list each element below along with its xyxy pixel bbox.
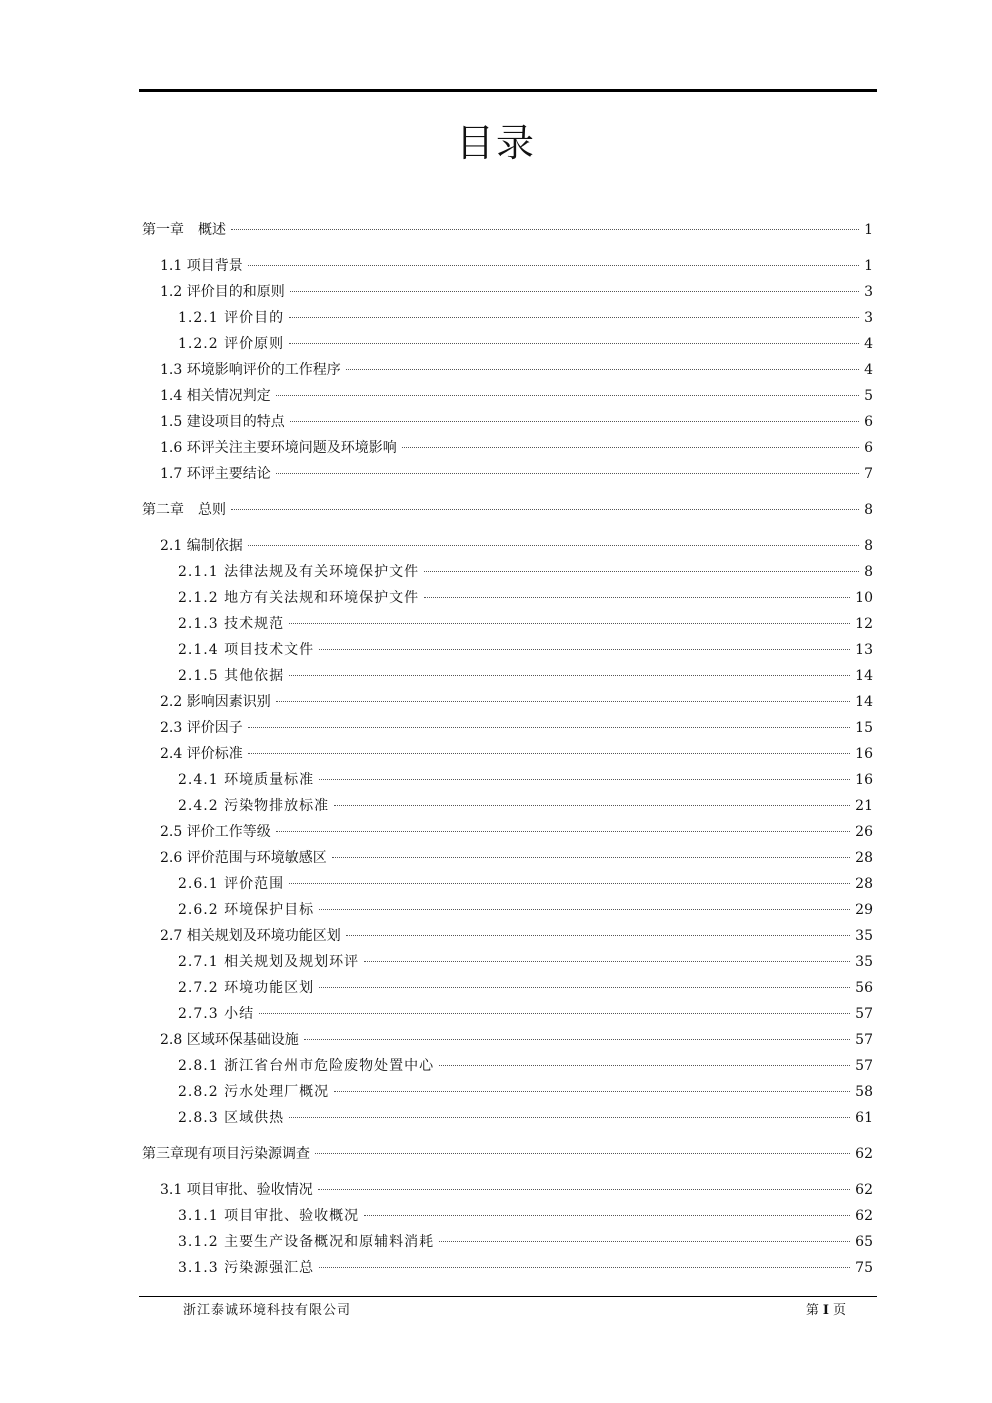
toc-entry[interactable] [160, 464, 873, 484]
toc-dot-leader [439, 1065, 850, 1066]
toc-dot-leader [290, 291, 859, 292]
toc-entry-label: 1.2.1 评价目的 [178, 310, 285, 326]
toc-entry[interactable] [160, 744, 873, 764]
toc-entry-page: 4 [864, 362, 873, 378]
toc-entry-page: 8 [864, 538, 873, 554]
toc-entry[interactable] [160, 360, 873, 380]
toc-entry-label: 2.4.2 污染物排放标准 [178, 798, 330, 814]
toc-entry-page: 16 [855, 772, 873, 788]
toc-dot-leader [319, 779, 850, 780]
toc-dot-leader [231, 509, 859, 510]
toc-entry[interactable] [178, 334, 873, 354]
toc-dot-leader [315, 1153, 850, 1154]
toc-entry[interactable] [160, 822, 873, 842]
toc-entry-page: 57 [855, 1058, 873, 1074]
toc-entry-page: 35 [855, 954, 873, 970]
toc-entry[interactable] [178, 796, 873, 816]
toc-dot-leader [304, 1039, 850, 1040]
toc-entry-label: 第一章 概述 [142, 222, 226, 238]
footer-page-number [806, 1302, 846, 1320]
toc-entry-page: 1 [864, 222, 873, 238]
toc-entry-label: 2.1 编制依据 [160, 538, 243, 554]
toc-dot-leader [319, 909, 850, 910]
footer-rule [139, 1296, 877, 1297]
toc-dot-leader [276, 831, 850, 832]
toc-entry-label: 2.8.2 污水处理厂概况 [178, 1084, 330, 1100]
toc-entry[interactable] [178, 952, 873, 972]
toc-entry-page: 4 [864, 336, 873, 352]
toc-entry[interactable] [178, 1056, 873, 1076]
toc-entry-page: 10 [855, 590, 873, 606]
toc-entry-label: 2.8.3 区域供热 [178, 1110, 285, 1126]
toc-entry-label: 2.6 评价范围与环境敏感区 [160, 850, 327, 866]
toc-entry[interactable] [178, 308, 873, 328]
toc-entry-page: 62 [855, 1146, 873, 1162]
toc-entry-page: 5 [864, 388, 873, 404]
toc-chapter-entry[interactable] [142, 220, 873, 240]
toc-entry-page: 16 [855, 746, 873, 762]
toc-entry-page: 61 [855, 1110, 873, 1126]
toc-entry[interactable] [178, 1082, 873, 1102]
toc-entry[interactable] [178, 1232, 873, 1252]
toc-entry-page: 65 [855, 1234, 873, 1250]
toc-entry-label: 3.1.3 污染源强汇总 [178, 1260, 315, 1276]
toc-entry-page: 56 [855, 980, 873, 996]
toc-dot-leader [289, 675, 850, 676]
toc-entry-page: 12 [855, 616, 873, 632]
toc-entry-label: 2.1.1 法律法规及有关环境保护文件 [178, 564, 420, 580]
toc-dot-leader [290, 421, 859, 422]
toc-entry[interactable] [178, 562, 873, 582]
toc-dot-leader [334, 1091, 850, 1092]
toc-entry-label: 2.4 评价标准 [160, 746, 243, 762]
toc-entry-page: 1 [864, 258, 873, 274]
toc-entry[interactable] [178, 640, 873, 660]
toc-entry-label: 2.7.1 相关规划及规划环评 [178, 954, 360, 970]
toc-dot-leader [334, 805, 850, 806]
footer-company-name: 浙江泰诚环境科技有限公司 [183, 1303, 352, 1318]
toc-entry-page: 57 [855, 1032, 873, 1048]
toc-entry-label: 2.2 影响因素识别 [160, 694, 271, 710]
toc-entry-page: 58 [855, 1084, 873, 1100]
toc-entry[interactable] [178, 614, 873, 634]
toc-dot-leader [248, 545, 859, 546]
toc-entry-label: 1.2.2 评价原则 [178, 336, 285, 352]
toc-entry[interactable] [160, 438, 873, 458]
toc-entry-page: 3 [864, 284, 873, 300]
toc-entry-label: 第二章 总则 [142, 502, 226, 518]
toc-dot-leader [248, 727, 850, 728]
toc-entry[interactable] [160, 692, 873, 712]
toc-dot-leader [319, 1267, 850, 1268]
page-number: I [822, 1303, 829, 1318]
toc-entry-label: 2.6.1 评价范围 [178, 876, 285, 892]
toc-entry-page: 13 [855, 642, 873, 658]
toc-dot-leader [289, 883, 850, 884]
toc-entry-label: 1.7 环评主要结论 [160, 466, 271, 482]
toc-entry-label: 1.2 评价目的和原则 [160, 284, 285, 300]
toc-entry-label: 2.1.4 项目技术文件 [178, 642, 315, 658]
toc-entry-page: 7 [864, 466, 873, 482]
toc-dot-leader [424, 597, 850, 598]
toc-entry-page: 21 [855, 798, 873, 814]
toc-dot-leader [276, 395, 859, 396]
toc-entry[interactable] [178, 1108, 873, 1128]
toc-dot-leader [402, 447, 859, 448]
toc-entry-label: 2.1.2 地方有关法规和环境保护文件 [178, 590, 420, 606]
toc-entry[interactable] [160, 256, 873, 276]
toc-entry-label: 1.6 环评关注主要环境问题及环境影响 [160, 440, 397, 456]
toc-entry-label: 1.3 环境影响评价的工作程序 [160, 362, 341, 378]
toc-dot-leader [318, 1189, 850, 1190]
toc-chapter-entry[interactable] [142, 1144, 873, 1164]
toc-entry-label: 2.1.3 技术规范 [178, 616, 285, 632]
toc-dot-leader [319, 649, 850, 650]
toc-dot-leader [346, 935, 850, 936]
toc-entry-page: 29 [855, 902, 873, 918]
toc-entry[interactable] [160, 386, 873, 406]
toc-entry-page: 15 [855, 720, 873, 736]
toc-entry[interactable] [160, 1180, 873, 1200]
page-title: 目录 [455, 121, 536, 165]
toc-entry-page: 8 [864, 502, 873, 518]
toc-dot-leader [289, 317, 859, 318]
toc-entry-label: 第三章现有项目污染源调查 [142, 1146, 310, 1162]
toc-entry-label: 2.8 区域环保基础设施 [160, 1032, 299, 1048]
toc-entry-label: 2.3 评价因子 [160, 720, 243, 736]
toc-entry-label: 2.7 相关规划及环境功能区划 [160, 928, 341, 944]
toc-entry-page: 62 [855, 1208, 873, 1224]
toc-dot-leader [364, 1215, 850, 1216]
toc-entry-page: 35 [855, 928, 873, 944]
toc-entry-page: 6 [864, 414, 873, 430]
toc-dot-leader [259, 1013, 850, 1014]
toc-entry[interactable] [178, 1206, 873, 1226]
toc-entry-label: 2.7.3 小结 [178, 1006, 255, 1022]
toc-entry-label: 2.8.1 浙江省台州市危险废物处置中心 [178, 1058, 435, 1074]
toc-entry-label: 1.5 建设项目的特点 [160, 414, 285, 430]
toc-dot-leader [276, 701, 850, 702]
toc-entry-page: 3 [864, 310, 873, 326]
toc-dot-leader [289, 1117, 850, 1118]
toc-dot-leader [332, 857, 850, 858]
toc-entry[interactable] [178, 874, 873, 894]
toc-entry-label: 3.1 项目审批、验收情况 [160, 1182, 313, 1198]
toc-entry-label: 3.1.2 主要生产设备概况和原辅料消耗 [178, 1234, 435, 1250]
toc-dot-leader [289, 343, 859, 344]
toc-entry-label: 3.1.1 项目审批、验收概况 [178, 1208, 360, 1224]
toc-entry[interactable] [160, 848, 873, 868]
toc-entry[interactable] [160, 1030, 873, 1050]
toc-entry[interactable] [178, 770, 873, 790]
toc-entry-label: 1.1 项目背景 [160, 258, 243, 274]
toc-entry-page: 28 [855, 850, 873, 866]
toc-entry[interactable] [178, 1258, 873, 1278]
toc-dot-leader [424, 571, 859, 572]
toc-entry-label: 2.6.2 环境保护目标 [178, 902, 315, 918]
toc-dot-leader [319, 987, 850, 988]
toc-dot-leader [248, 753, 850, 754]
toc-entry-page: 8 [864, 564, 873, 580]
toc-entry-label: 2.1.5 其他依据 [178, 668, 285, 684]
toc-entry-page: 75 [855, 1260, 873, 1276]
page-suffix: 页 [832, 1303, 846, 1318]
toc-entry[interactable] [178, 588, 873, 608]
toc-entry[interactable] [160, 926, 873, 946]
toc-entry-page: 14 [855, 668, 873, 684]
toc-entry[interactable] [178, 1004, 873, 1024]
toc-chapter-entry[interactable] [142, 500, 873, 520]
toc-entry[interactable] [178, 978, 873, 998]
toc-entry[interactable] [160, 412, 873, 432]
toc-entry-label: 2.7.2 环境功能区划 [178, 980, 315, 996]
toc-dot-leader [248, 265, 859, 266]
toc-dot-leader [231, 229, 859, 230]
page-prefix: 第 [805, 1303, 819, 1318]
toc-entry[interactable] [160, 282, 873, 302]
toc-entry[interactable] [178, 666, 873, 686]
toc-entry-label: 1.4 相关情况判定 [160, 388, 271, 404]
toc-entry-page: 14 [855, 694, 873, 710]
toc-dot-leader [346, 369, 859, 370]
toc-entry-label: 2.5 评价工作等级 [160, 824, 271, 840]
toc-entry-page: 6 [864, 440, 873, 456]
toc-dot-leader [289, 623, 850, 624]
toc-entry-label: 2.4.1 环境质量标准 [178, 772, 315, 788]
toc-entry-page: 62 [855, 1182, 873, 1198]
toc-dot-leader [439, 1241, 850, 1242]
toc-entry[interactable] [160, 718, 873, 738]
toc-dot-leader [276, 473, 859, 474]
toc-entry[interactable] [160, 536, 873, 556]
toc-entry-page: 26 [855, 824, 873, 840]
toc-entry[interactable] [178, 900, 873, 920]
toc-dot-leader [364, 961, 850, 962]
toc-entry-page: 28 [855, 876, 873, 892]
toc-entry-page: 57 [855, 1006, 873, 1022]
